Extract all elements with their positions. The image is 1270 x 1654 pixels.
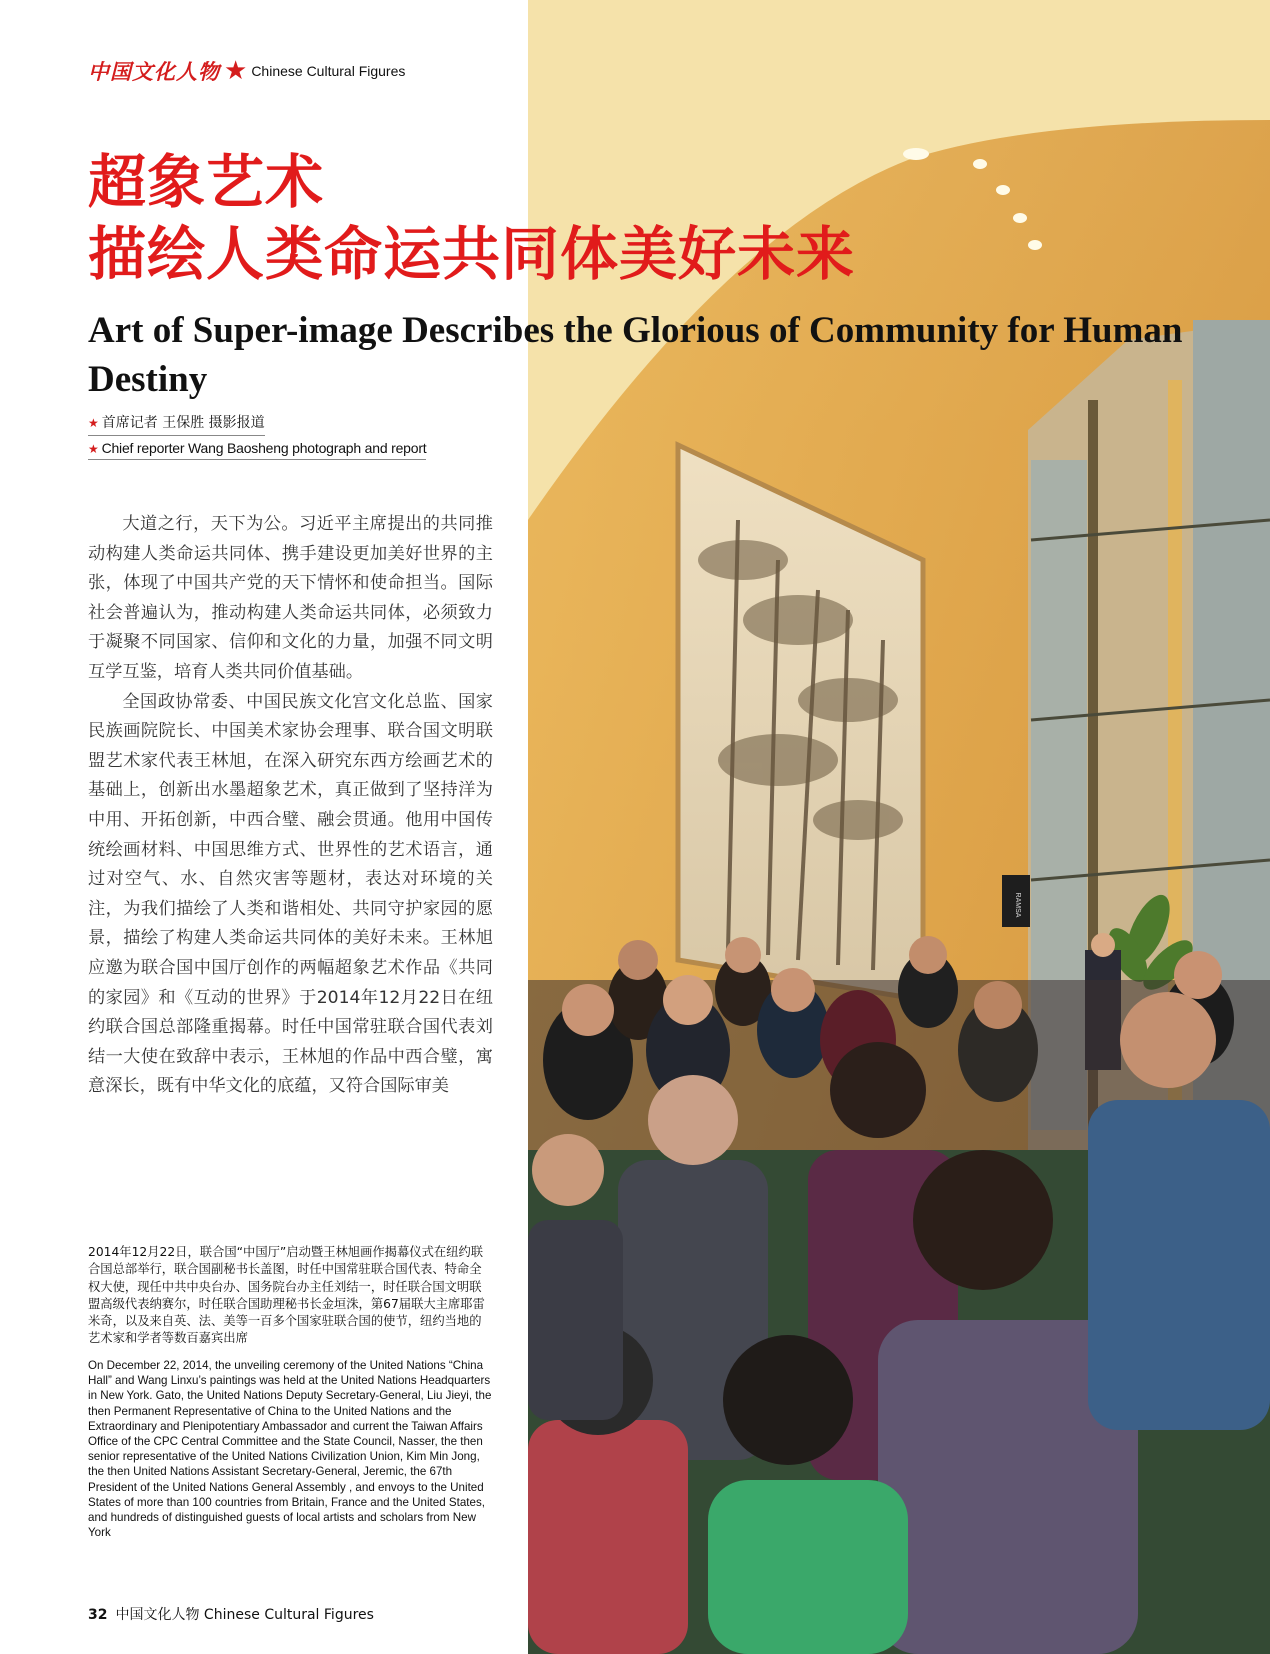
star-icon: ★ — [88, 442, 99, 456]
article-title-cn — [88, 146, 855, 290]
page-footer — [88, 1604, 374, 1624]
ceiling-light — [973, 159, 987, 169]
article-body — [88, 510, 493, 1102]
page-number: 32 — [88, 1607, 108, 1623]
byline-en — [88, 440, 426, 460]
title-cn-line2: 描绘人类命运共同体美好未来 — [88, 220, 856, 288]
ceiling-light — [1013, 213, 1027, 223]
byline-cn — [88, 412, 265, 436]
photo-caption-en: On December 22, 2014, the unveiling ceremony of the United Nations “China Hall” and Wang Linxu’s paintings was held at the United Nations Headquarters in New York. Gato, the United Nations Deputy Secretary-General, Liu Jieyi, the then Permanent Representative of China to the United Nations and the Extraordinary and Plenipotentiary Ambassador and current the Taiwan Affairs Office of the CPC Central Committee and the State Council, Nasser, the then senior representative of the United Nations Civilization Union, Kim Min Jong, the then United Nations Assistant Secretary-General, Jeremic, the 67th President of the United Nations General Assembly , and envoys to the United States of more than 100 countries from Britain, France and the United States, and hundreds of distinguished guests of local artists and scholars from New York — [88, 1359, 492, 1540]
magazine-name-cn: 中国文化人物 — [88, 59, 220, 84]
byline-cn-text: 首席记者 王保胜 摄影报道 — [101, 415, 265, 431]
ceiling-light — [996, 185, 1010, 195]
magazine-header — [88, 56, 405, 86]
magazine-name-en: Chinese Cultural Figures — [251, 63, 406, 79]
ceiling-light — [903, 148, 929, 160]
speaker-sign: RAMSA — [1014, 892, 1021, 918]
star-icon: ★ — [88, 416, 99, 430]
crowd — [528, 936, 1270, 1654]
ceiling-light — [1028, 240, 1042, 250]
body-paragraph: 大道之行，天下为公。习近平主席提出的共同推动构建人类命运共同体、携手建设更加美好世界的主张，体现了中国共产党的天下情怀和使命担当。国际社会普遍认为，推动构建人类命运共同体，必须致力于凝聚不同国家、信仰和文化的力量，加强不同文明互学互鉴，培育人类共同价值基础。 — [88, 514, 493, 682]
article-title-en: Art of Super-image Describes the Glorious of Community for Human Destiny — [88, 310, 1183, 400]
byline-en-text: Chief reporter Wang Baosheng photograph and report — [101, 440, 427, 456]
star-icon: ★ — [224, 56, 248, 86]
photo-caption-cn: 2014年12月22日，联合国“中国厅”启动暨王林旭画作揭幕仪式在纽约联合国总部举行，联合国副秘书长盖图，时任中国常驻联合国代表、特命全权大使，现任中共中央台办、国务院台办主任刘结一，时任联合国文明联盟高级代表纳赛尔，时任联合国助理秘书长金垣洙，第67届联大主席耶雷米奇，以及来自英、法、美等一百多个国家驻联合国的使节，纽约当地的艺术家和学者等数百嘉宾出席 — [88, 1245, 485, 1346]
title-cn-line1: 超象艺术 — [88, 148, 325, 216]
footer-text: 中国文化人物 Chinese Cultural Figures — [115, 1607, 374, 1623]
body-paragraph: 全国政协常委、中国民族文化宫文化总监、国家民族画院院长、中国美术家协会理事、联合国文明联盟艺术家代表王林旭，在深入研究东西方绘画艺术的基础上，创新出水墨超象艺术，真正做到了坚持洋为中用、开拓创新，中西合璧、融会贯通。他用中国传统绘画材料、中国思维方式、世界性的艺术语言，通过对空气、水、自然灾害等题材，表达对环境的关注，为我们描绘了人类和谐相处、共同守护家园的愿景，描绘了构建人类命运共同体的美好未来。王林旭应邀为联合国中国厅创作的两幅超象艺术作品《共同的家园》和《互动的世界》于2014年12月22日在纽约联合国总部隆重揭幕。时任中国常驻联合国代表刘结一大使在致辞中表示，王林旭的作品中西合璧，寓意深长，既有中华文化的底蕴，又符合国际审美 — [88, 691, 493, 1097]
